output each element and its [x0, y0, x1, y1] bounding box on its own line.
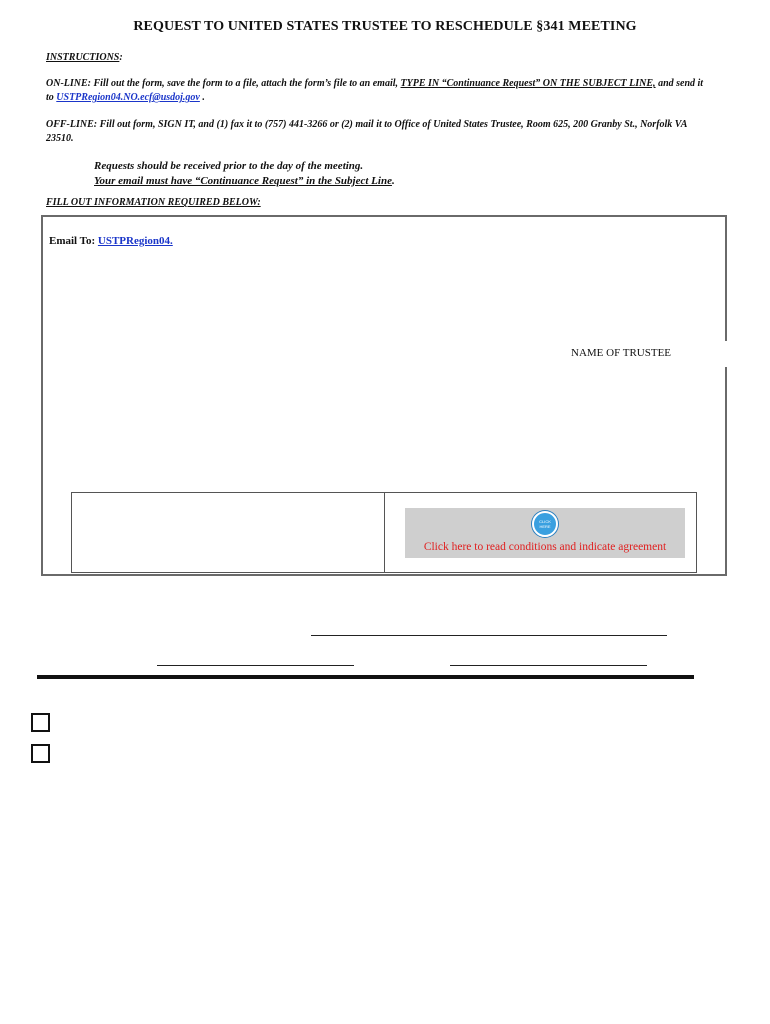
online-subject-instruction: TYPE IN “Continuance Request” ON THE SUBJECT LINE,: [400, 78, 656, 89]
instructions-heading-text: INSTRUCTIONS: [46, 52, 120, 63]
blank-line-left[interactable]: [157, 665, 354, 666]
offline-instructions: OFF-LINE: Fill out form, SIGN IT, and (1) fax it to (757) 441-3266 or (2) mail it to Office of United States Trustee, Room 625, 200 Granby St., Norfolk VA 23510.: [46, 119, 687, 144]
note-subject-line-text: Your email must have “Continuance Request” in the Subject Line: [94, 175, 392, 187]
online-instructions: [46, 77, 712, 105]
online-email-link[interactable]: USTPRegion04.NO.ecf@usdoj.gov: [56, 92, 200, 103]
email-to-label: Email To:: [49, 235, 96, 247]
instructions-heading-colon: :: [119, 52, 123, 63]
note-subject-line: [94, 174, 395, 189]
notes-block: [94, 159, 395, 189]
agree-conditions-text: Click here to read conditions and indicate agreement: [423, 541, 667, 553]
blank-line-right[interactable]: [450, 665, 647, 666]
section-divider: [37, 675, 694, 679]
instructions-heading: [46, 51, 123, 65]
email-to-row: [49, 235, 276, 247]
online-text-3: .: [199, 92, 205, 103]
agreement-left-cell: [72, 493, 385, 572]
form-box-gap: [725, 341, 731, 367]
email-to-field[interactable]: USTPRegion04.: [97, 235, 173, 247]
page-title: REQUEST TO UNITED STATES TRUSTEE TO RESCHEDULE §341 MEETING: [133, 19, 637, 34]
agreement-table: [71, 492, 697, 573]
agree-conditions-button[interactable]: [405, 508, 685, 558]
checkbox-option-2[interactable]: [31, 744, 50, 763]
click-here-badge-icon: [532, 511, 558, 537]
trustee-name-label: NAME OF TRUSTEE: [571, 347, 672, 359]
agreement-right-cell: [385, 493, 696, 572]
signature-line[interactable]: [311, 635, 667, 636]
online-text-1: ON-LINE: Fill out the form, save the form to a file, attach the form’s file to an email,: [46, 78, 401, 89]
checkbox-option-1[interactable]: [31, 713, 50, 732]
online-text-2: and send it to: [46, 78, 704, 103]
click-here-badge-text: CLICK HERE: [539, 519, 551, 529]
note-deadline: Requests should be received prior to the day of the meeting.: [94, 160, 364, 172]
note-subject-line-period: .: [391, 175, 395, 187]
fill-out-heading: FILL OUT INFORMATION REQUIRED BELOW:: [46, 197, 261, 208]
